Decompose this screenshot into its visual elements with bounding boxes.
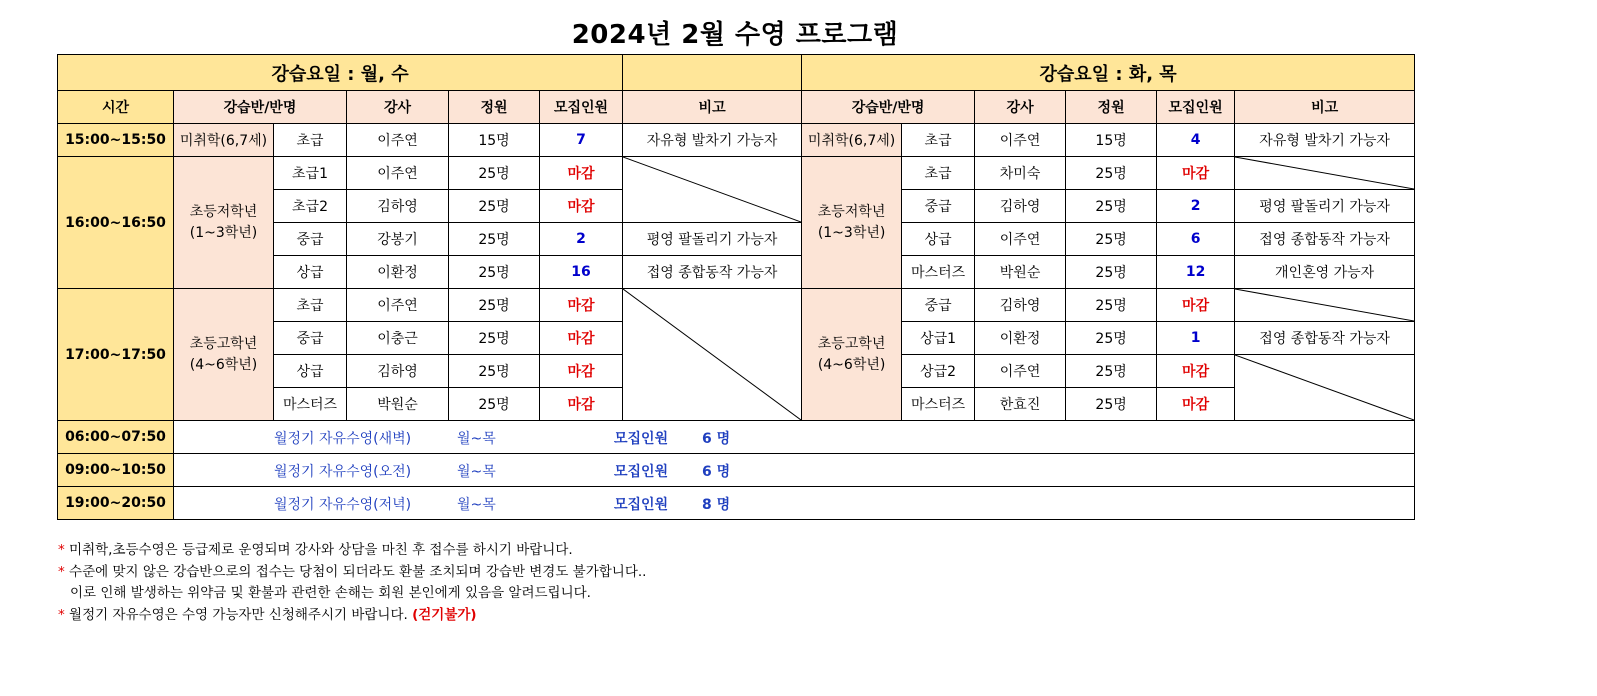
group-preschool: 미취학(6,7세) [174, 124, 274, 157]
group-upper-grades [174, 289, 274, 421]
class-level: 마스터즈 [274, 388, 347, 421]
note-line [58, 562, 646, 584]
recruit-closed: 마감 [1157, 157, 1235, 190]
teacher: 김하영 [975, 289, 1066, 322]
capacity: 15명 [1066, 124, 1157, 157]
group-grades: (1~3학년) [817, 224, 886, 241]
note-empty [623, 289, 802, 421]
note: 개인혼영 가능자 [1235, 256, 1415, 289]
teacher: 이주연 [975, 223, 1066, 256]
note: 평영 팔돌리기 가능자 [1235, 190, 1415, 223]
class-level: 상급1 [902, 322, 975, 355]
recruit-closed: 마감 [540, 322, 623, 355]
program-name: 월정기 자유수영(오전) [274, 464, 412, 480]
recruit-count: 1 [1157, 322, 1235, 355]
group-name: 초등고학년 [817, 335, 886, 352]
recruit-count: 8 명 [702, 497, 731, 513]
header-recruit: 모집인원 [1157, 91, 1235, 124]
note-line [58, 605, 646, 627]
capacity: 25명 [1066, 322, 1157, 355]
class-level: 중급 [902, 289, 975, 322]
note-empty [623, 157, 802, 223]
asterisk: * [58, 563, 65, 580]
program-days: 월~목 [457, 497, 496, 513]
note-text: 이로 인해 발생하는 위약금 및 환불과 관련한 손해는 회원 본인에게 있음을 알려드립니다. [70, 585, 591, 601]
monthly-free-swim-row [174, 454, 1415, 487]
teacher: 박원순 [347, 388, 449, 421]
teacher: 김하영 [347, 190, 449, 223]
note-empty [1235, 355, 1415, 421]
diagonal-line [623, 157, 801, 222]
class-level: 상급 [274, 355, 347, 388]
class-level: 초급1 [274, 157, 347, 190]
class-level: 중급 [902, 190, 975, 223]
capacity: 25명 [1066, 190, 1157, 223]
recruit-closed: 마감 [1157, 289, 1235, 322]
diagonal-line [1235, 289, 1414, 321]
group-grades: (1~3학년) [189, 224, 258, 241]
teacher: 한효진 [975, 388, 1066, 421]
capacity: 25명 [449, 355, 540, 388]
days-spacer [623, 55, 802, 91]
recruit-closed: 마감 [540, 355, 623, 388]
capacity: 25명 [449, 190, 540, 223]
recruit-closed: 마감 [540, 157, 623, 190]
recruit-count: 6 [1157, 223, 1235, 256]
capacity: 25명 [449, 322, 540, 355]
class-level: 상급 [902, 223, 975, 256]
recruit-count: 2 [540, 223, 623, 256]
group-name: 초등저학년 [189, 203, 258, 220]
slot-time: 19:00~20:50 [58, 487, 174, 520]
teacher: 강봉기 [347, 223, 449, 256]
capacity: 25명 [1066, 256, 1157, 289]
recruit-closed: 마감 [1157, 355, 1235, 388]
recruit-count: 6 명 [702, 464, 731, 480]
header-note: 비고 [623, 91, 802, 124]
header-recruit: 모집인원 [540, 91, 623, 124]
recruit-closed: 마감 [540, 289, 623, 322]
group-grades: (4~6학년) [189, 356, 258, 373]
note-text: 수준에 맞지 않은 강습반으로의 접수는 당첨이 되더라도 환불 조치되며 강습반 변경도 불가합니다.. [69, 563, 647, 580]
days-mon-wed: 강습요일 : 월, 수 [58, 55, 623, 91]
class-level: 마스터즈 [902, 256, 975, 289]
capacity: 25명 [449, 157, 540, 190]
class-level: 초급2 [274, 190, 347, 223]
group-lower-grades [174, 157, 274, 289]
program-name: 월정기 자유수영(저녁) [274, 497, 412, 513]
group-name: 초등고학년 [189, 335, 258, 352]
header-teacher: 강사 [347, 91, 449, 124]
recruit-closed: 마감 [540, 190, 623, 223]
slot-time: 09:00~10:50 [58, 454, 174, 487]
note: 자유형 발차기 가능자 [623, 124, 802, 157]
header-class: 강습반/반명 [174, 91, 347, 124]
recruit-label: 모집인원 [614, 497, 669, 513]
asterisk: * [58, 542, 65, 558]
note-empty [1235, 289, 1415, 322]
teacher: 이주연 [347, 124, 449, 157]
capacity: 25명 [449, 289, 540, 322]
notes-section [58, 540, 646, 626]
teacher: 이주연 [347, 289, 449, 322]
note-empty [1235, 157, 1415, 190]
monthly-free-swim-row [174, 421, 1415, 454]
teacher: 차미숙 [975, 157, 1066, 190]
note: 접영 종합동작 가능자 [1235, 322, 1415, 355]
capacity: 25명 [1066, 388, 1157, 421]
class-level: 초급 [902, 157, 975, 190]
class-level: 초급 [274, 124, 347, 157]
slot-time: 06:00~07:50 [58, 421, 174, 454]
teacher: 김하영 [347, 355, 449, 388]
class-level: 중급 [274, 223, 347, 256]
class-level: 초급 [902, 124, 975, 157]
note-text: 미취학,초등수영은 등급제로 운영되며 강사와 상담을 마친 후 접수를 하시기 바랍니다. [69, 542, 573, 558]
days-tue-thu: 강습요일 : 화, 목 [802, 55, 1415, 91]
capacity: 15명 [449, 124, 540, 157]
capacity: 25명 [449, 388, 540, 421]
recruit-count: 16 [540, 256, 623, 289]
teacher: 이주연 [975, 355, 1066, 388]
slot-time: 16:00~16:50 [58, 157, 174, 289]
slot-time: 17:00~17:50 [58, 289, 174, 421]
walking-not-allowed: (걷기불가) [412, 606, 477, 623]
teacher: 이환정 [347, 256, 449, 289]
capacity: 25명 [1066, 157, 1157, 190]
teacher: 이주연 [347, 157, 449, 190]
teacher: 김하영 [975, 190, 1066, 223]
capacity: 25명 [1066, 355, 1157, 388]
page-title: 2024년 2월 수영 프로그램 [571, 20, 899, 50]
group-grades: (4~6학년) [817, 356, 886, 373]
note: 평영 팔돌리기 가능자 [623, 223, 802, 256]
asterisk: * [58, 606, 65, 623]
teacher: 이충근 [347, 322, 449, 355]
note: 접영 종합동작 가능자 [1235, 223, 1415, 256]
teacher: 박원순 [975, 256, 1066, 289]
note-text: 월정기 자유수영은 수영 가능자만 신청해주시기 바랍니다. [69, 606, 408, 623]
header-capacity: 정원 [1066, 91, 1157, 124]
note-line [58, 583, 646, 605]
recruit-closed: 마감 [1157, 388, 1235, 421]
capacity: 25명 [1066, 289, 1157, 322]
capacity: 25명 [449, 256, 540, 289]
header-time: 시간 [58, 91, 174, 124]
recruit-closed: 마감 [540, 388, 623, 421]
note: 접영 종합동작 가능자 [623, 256, 802, 289]
program-days: 월~목 [457, 464, 496, 480]
capacity: 25명 [1066, 223, 1157, 256]
header-class: 강습반/반명 [802, 91, 975, 124]
program-days: 월~목 [457, 431, 496, 447]
recruit-count: 7 [540, 124, 623, 157]
teacher: 이환정 [975, 322, 1066, 355]
group-lower-grades [802, 157, 902, 289]
header-capacity: 정원 [449, 91, 540, 124]
program-name: 월정기 자유수영(새벽) [274, 431, 412, 447]
note: 자유형 발차기 가능자 [1235, 124, 1415, 157]
diagonal-line [1235, 157, 1414, 189]
header-note: 비고 [1235, 91, 1415, 124]
capacity: 25명 [449, 223, 540, 256]
recruit-count: 6 명 [702, 431, 731, 447]
class-level: 마스터즈 [902, 388, 975, 421]
recruit-label: 모집인원 [614, 431, 669, 447]
recruit-count: 2 [1157, 190, 1235, 223]
slot-time: 15:00~15:50 [58, 124, 174, 157]
header-teacher: 강사 [975, 91, 1066, 124]
diagonal-line [623, 289, 801, 420]
group-preschool: 미취학(6,7세) [802, 124, 902, 157]
class-level: 상급2 [902, 355, 975, 388]
class-level: 초급 [274, 289, 347, 322]
recruit-count: 4 [1157, 124, 1235, 157]
note-line [58, 540, 646, 562]
monthly-free-swim-row [174, 487, 1415, 520]
diagonal-line [1235, 355, 1414, 420]
class-level: 상급 [274, 256, 347, 289]
schedule-table [57, 54, 1415, 520]
teacher: 이주연 [975, 124, 1066, 157]
class-level: 중급 [274, 322, 347, 355]
group-upper-grades [802, 289, 902, 421]
recruit-label: 모집인원 [614, 464, 669, 480]
group-name: 초등저학년 [817, 203, 886, 220]
recruit-count: 12 [1157, 256, 1235, 289]
